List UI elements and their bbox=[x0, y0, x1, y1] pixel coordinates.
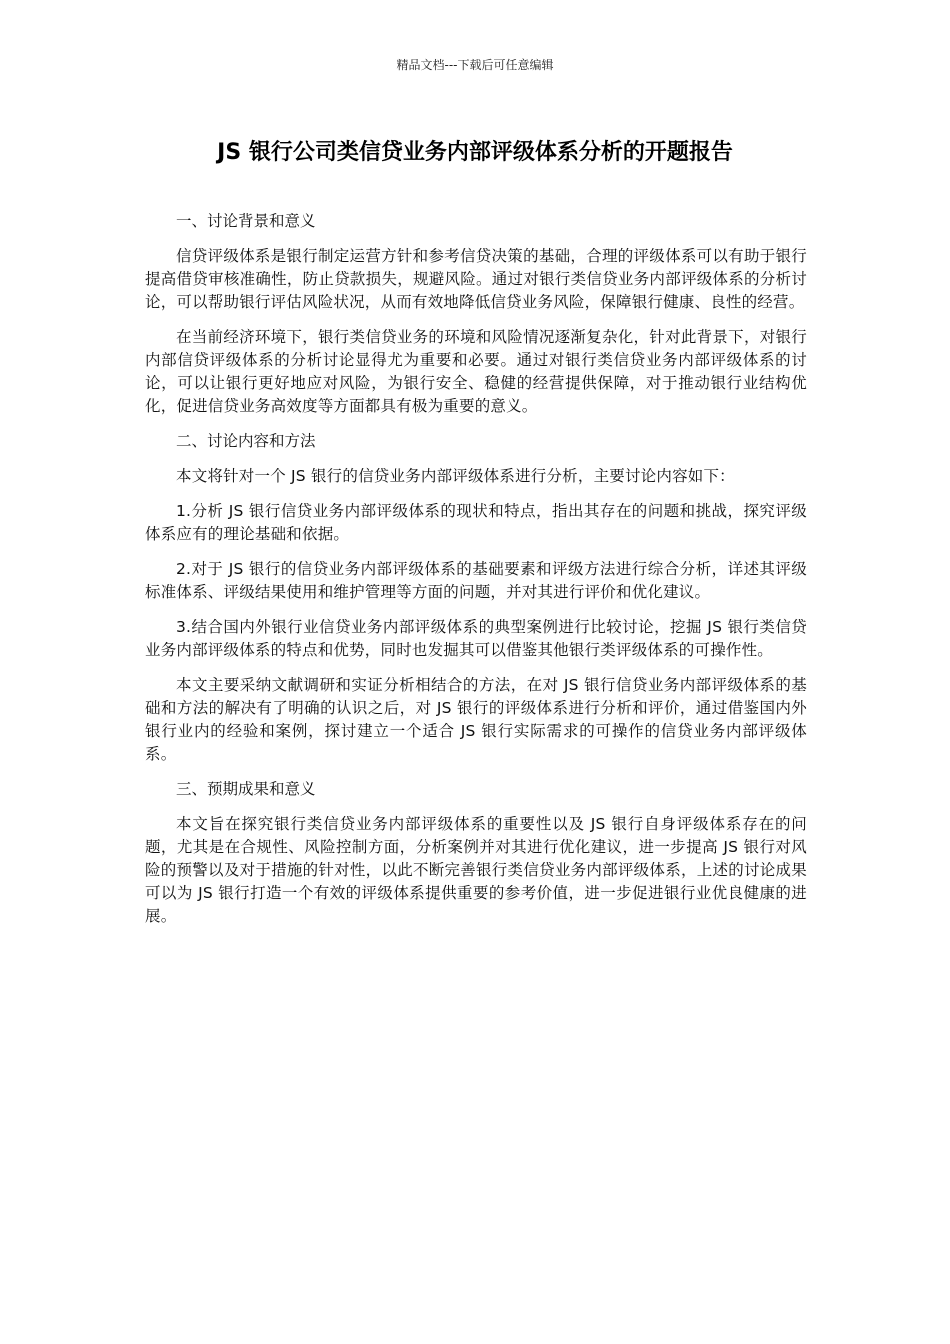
section-heading-content-method: 二、讨论内容和方法 bbox=[176, 432, 316, 450]
paragraph: 本文旨在探究银行类信贷业务内部评级体系的重要性以及 JS 银行自身评级体系存在的问题，尤其是在合规性、风险控制方面，分析案例并对其进行优化建议，进一步提高 JS 银行对风险的预警以及对于措施的针对性，以此不断完善银行类信贷业务内部评级体系，上述的讨论成果可以为 JS 银行打造一个有效的评级体系提供重要的参考价值，进一步促进银行业优良健康的进展。 bbox=[145, 815, 807, 925]
document-body bbox=[145, 210, 807, 940]
list-item-paragraph: 1.分析 JS 银行信贷业务内部评级体系的现状和特点，指出其存在的问题和挑战，探究评级体系应有的理论基础和依据。 bbox=[145, 502, 807, 543]
paragraph: 信贷评级体系是银行制定运营方针和参考信贷决策的基础，合理的评级体系可以有助于银行提高借贷审核准确性，防止贷款损失，规避风险。通过对银行类信贷业务内部评级体系的分析讨论，可以帮助银行评估风险状况，从而有效地降低信贷业务风险，保障银行健康、良性的经营。 bbox=[145, 247, 807, 311]
document-title: JS 银行公司类信贷业务内部评级体系分析的开题报告 bbox=[217, 140, 733, 165]
paragraph: 本文主要采纳文献调研和实证分析相结合的方法，在对 JS 银行信贷业务内部评级体系的基础和方法的解决有了明确的认识之后，对 JS 银行的评级体系进行分析和评价，通过借鉴国内外银行业内的经验和案例，探讨建立一个适合 JS 银行实际需求的可操作的信贷业务内部评级体系。 bbox=[145, 676, 807, 763]
section-heading-expected-results: 三、预期成果和意义 bbox=[176, 780, 316, 798]
list-item-paragraph: 3.结合国内外银行业信贷业务内部评级体系的典型案例进行比较讨论，挖掘 JS 银行类信贷业务内部评级体系的特点和优势，同时也发掘其可以借鉴其他银行类评级体系的可操作性。 bbox=[145, 618, 807, 659]
paragraph: 本文将针对一个 JS 银行的信贷业务内部评级体系进行分析，主要讨论内容如下： bbox=[176, 467, 735, 485]
list-item-paragraph: 2.对于 JS 银行的信贷业务内部评级体系的基础要素和评级方法进行综合分析，详述其评级标准体系、评级结果使用和维护管理等方面的问题，并对其进行评价和优化建议。 bbox=[145, 560, 807, 601]
paragraph: 在当前经济环境下，银行类信贷业务的环境和风险情况逐渐复杂化，针对此背景下，对银行内部信贷评级体系的分析讨论显得尤为重要和必要。通过对银行类信贷业务内部评级体系的讨论，可以让银行更好地应对风险，为银行安全、稳健的经营提供保障，对于推动银行业结构优化，促进信贷业务高效度等方面都具有极为重要的意义。 bbox=[145, 328, 807, 415]
header-note: 精品文档---下载后可任意编辑 bbox=[396, 58, 554, 72]
section-heading-background: 一、讨论背景和意义 bbox=[176, 212, 316, 230]
